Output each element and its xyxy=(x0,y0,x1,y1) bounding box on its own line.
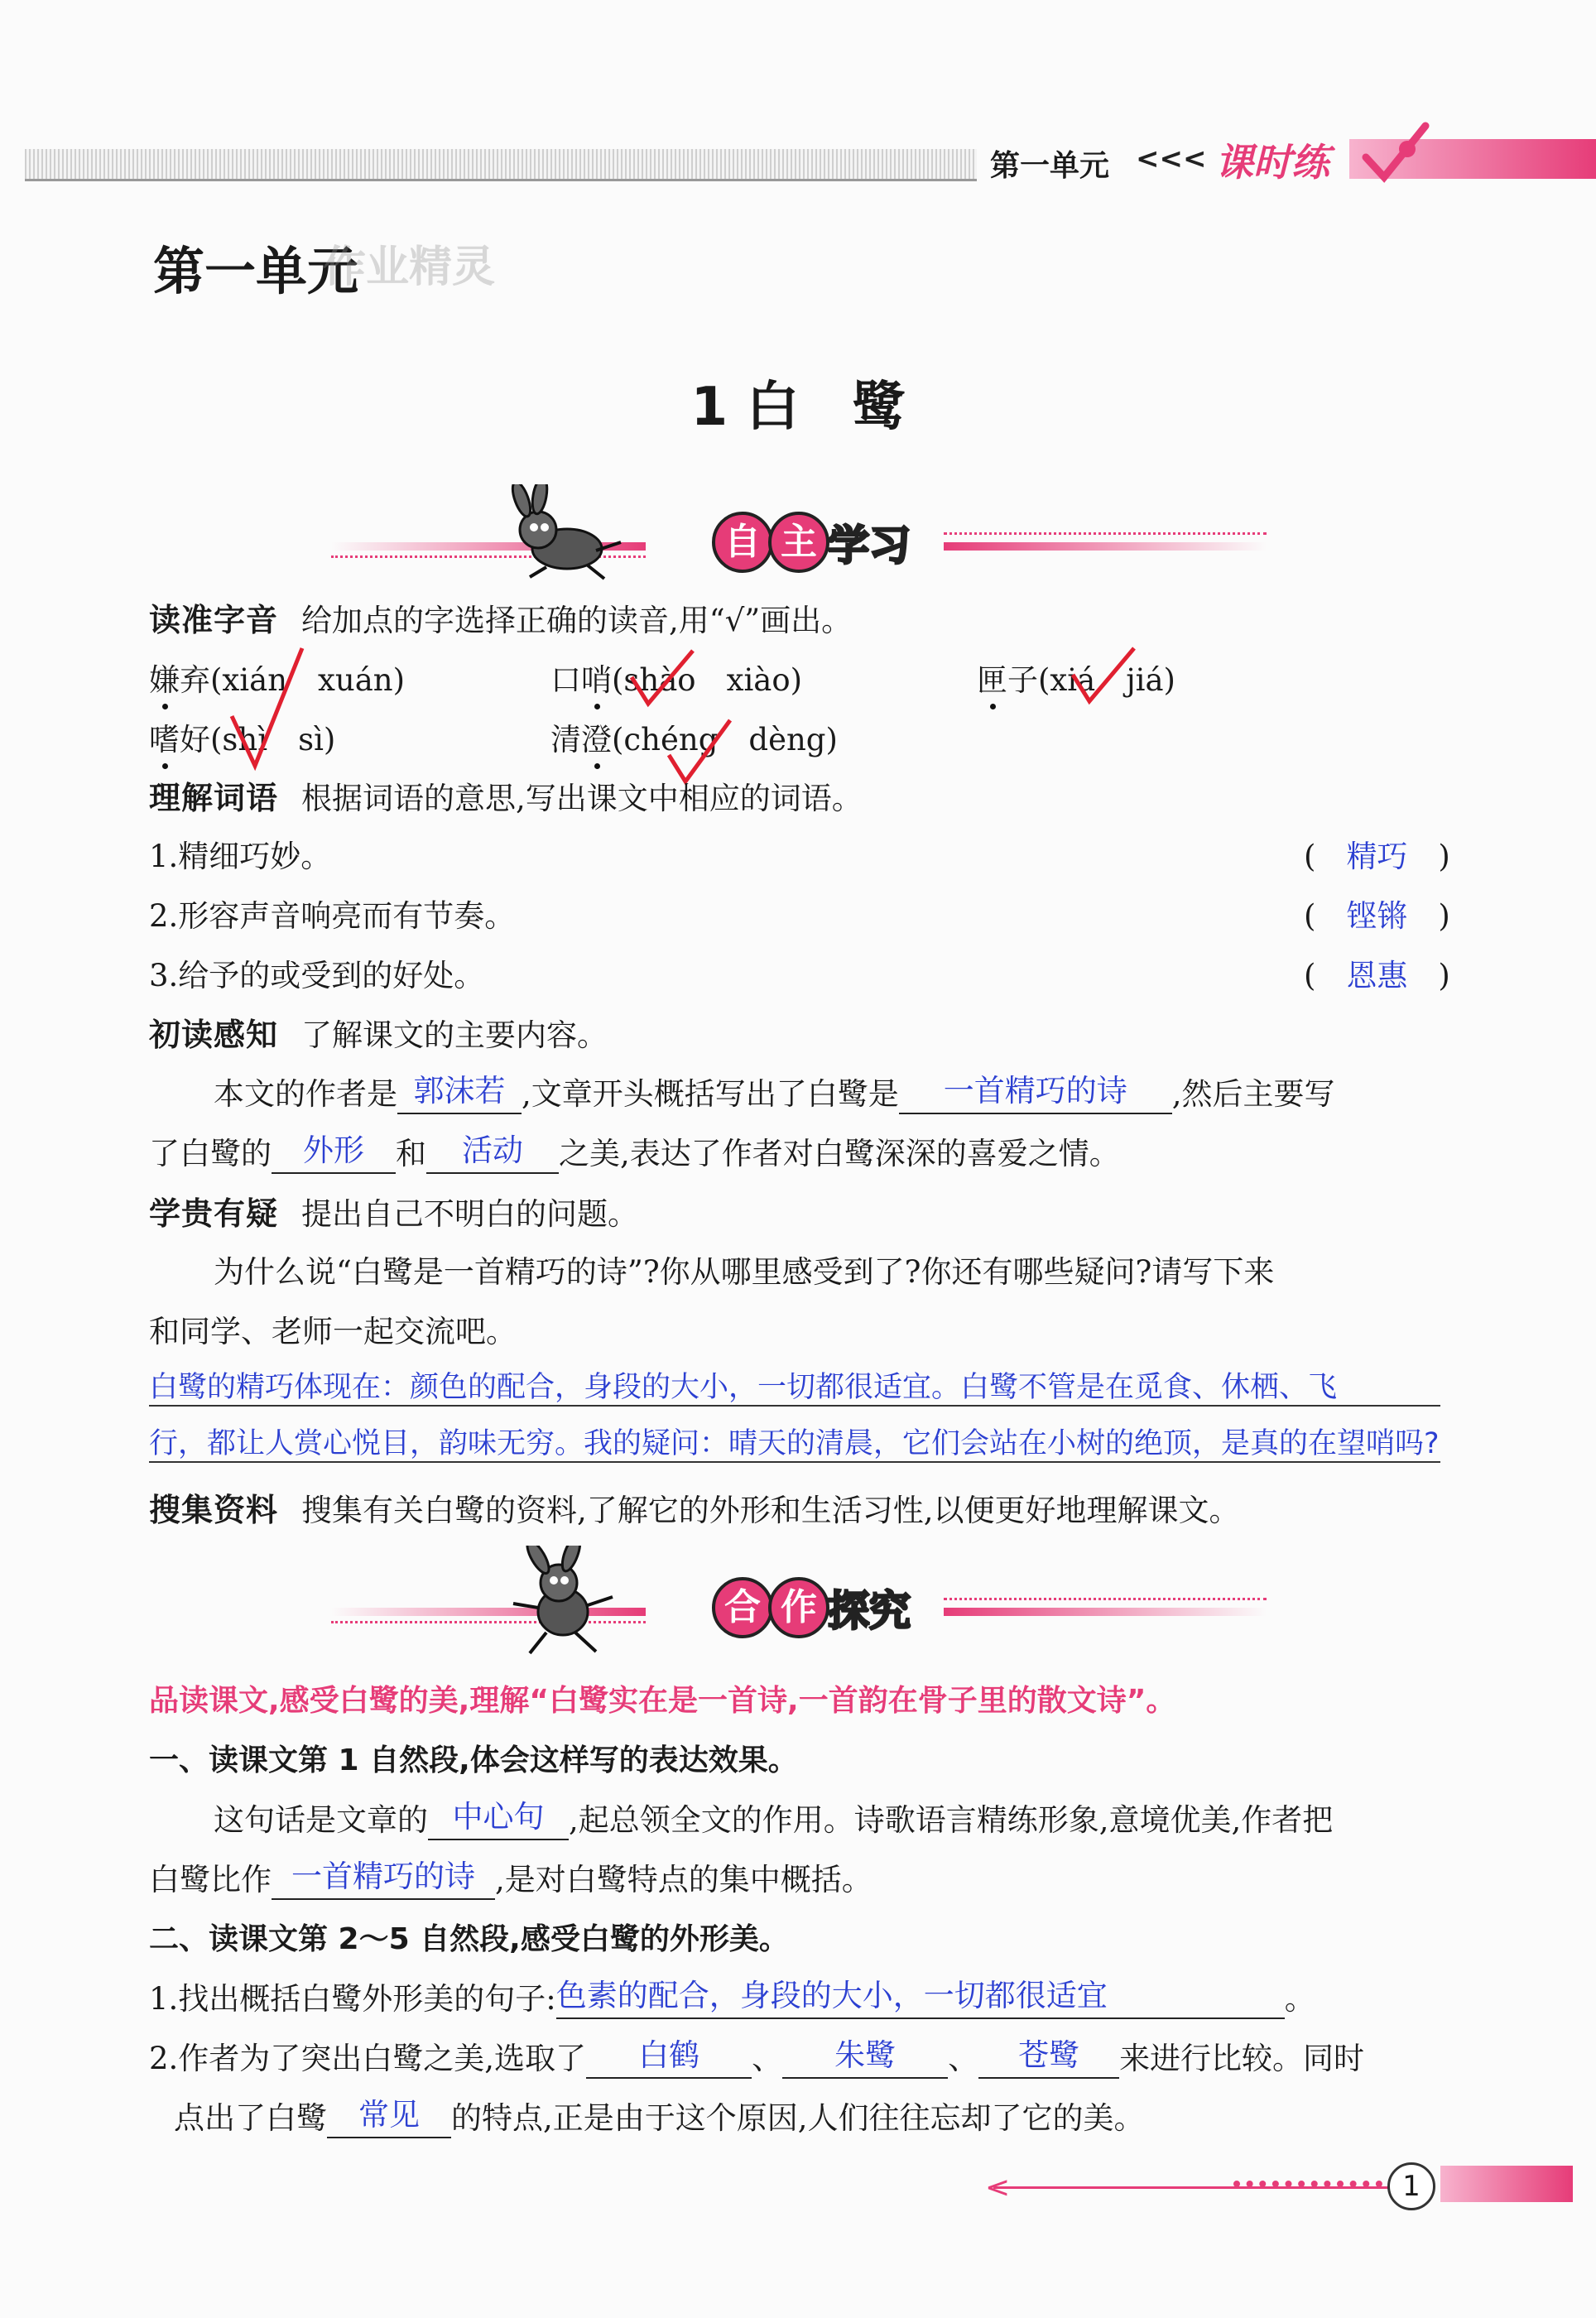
banner-dots-right xyxy=(944,532,1267,535)
header-brand: 课时练 xyxy=(1215,140,1329,185)
banner-bar-right xyxy=(944,542,1267,551)
explore-section-2-title: 二、读课文第 2～5 自然段,感受白鹭的外形美。 xyxy=(149,1922,789,1956)
reading-line-1: 本文的作者是 郭沫若 ,文章开头概括写出了白鹭是 一首精巧的诗 ,然后主要写 xyxy=(214,1076,1335,1114)
vocab-instruction xyxy=(149,780,863,818)
explore-section-1-line-2: 白鹭比作 一首精巧的诗 ,是对白鹭特点的集中概括。 xyxy=(149,1862,873,1900)
section-banner-cooperation xyxy=(331,1550,1267,1657)
reading-instruction xyxy=(149,1017,608,1055)
banner-text: 学习 xyxy=(828,522,911,570)
answer-activity: 活动 xyxy=(462,1133,523,1168)
answer-metaphor: 一首精巧的诗 xyxy=(291,1859,475,1894)
pinyin-item: 清澄(chéng dèng) xyxy=(550,722,838,757)
answer-poem: 一首精巧的诗 xyxy=(943,1073,1127,1109)
pinyin-item: 嗜好(shì sì) xyxy=(149,722,336,757)
explore-q1: 1.找出概括白鹭外形美的句子:色素的配合，身段的大小，一切都很适宜 。 xyxy=(149,1981,1315,2019)
rabbit-icon xyxy=(497,1546,629,1662)
answer-central-sentence: 中心句 xyxy=(452,1799,545,1835)
question-instruction xyxy=(149,1195,638,1234)
check-mark-icon xyxy=(662,714,737,788)
check-mark-icon xyxy=(224,642,315,774)
banner-bubble-1: 自 xyxy=(712,512,773,573)
reading-instruction-text: 了解课文的主要内容。 xyxy=(301,1017,608,1053)
header-unit-label: 第一单元 xyxy=(990,149,1110,183)
answer-shape: 外形 xyxy=(303,1133,364,1168)
lesson-title: 1 白 鹭 xyxy=(690,377,906,438)
vocab-instruction-text: 根据词语的意思,写出课文中相应的词语。 xyxy=(301,781,863,816)
pinyin-tag: 读准字音 xyxy=(149,602,279,638)
pinyin-item: 匣子(xiá jiá) xyxy=(977,662,1175,698)
banner-bubble-2: 作 xyxy=(768,1577,829,1638)
pinyin-instruction xyxy=(149,602,852,640)
footer-arrow-head: < xyxy=(985,2171,1011,2205)
pinyin-item: 嫌弃(xián xuán) xyxy=(149,662,406,698)
watermark: 作业精灵 xyxy=(323,243,496,292)
vocab-answer: ( 恩惠 ) xyxy=(1304,958,1450,993)
banner-dots-right xyxy=(944,1598,1267,1600)
vocab-tag: 理解词语 xyxy=(149,780,279,816)
question-instruction-text: 提出自己不明白的问题。 xyxy=(301,1196,639,1232)
explore-q2-line-2: 点出了白鹭 常见 的特点,正是由于这个原因,人们往往忘却了它的美。 xyxy=(174,2100,1145,2138)
vocab-item: 1.精细巧妙。 xyxy=(149,839,332,874)
banner-title-self-study xyxy=(687,509,935,575)
answer-author: 郭沫若 xyxy=(413,1073,506,1109)
explore-section-1-line-1: 这句话是文章的 中心句 ,起总领全文的作用。诗歌语言精练形象,意境优美,作者把 xyxy=(214,1802,1333,1840)
collect-tag: 搜集资料 xyxy=(149,1492,279,1528)
check-mark-icon xyxy=(1066,642,1141,708)
banner-bubble-1: 合 xyxy=(712,1577,773,1638)
collect-instruction-text: 搜集有关白鹭的资料,了解它的外形和生活习性,以便更好地理解课文。 xyxy=(301,1493,1240,1528)
banner-title-cooperation xyxy=(687,1575,935,1641)
header-band xyxy=(25,149,1581,179)
reading-line-2: 了白鹭的 外形 和 活动 之美,表达了作者对白鹭深深的喜爱之情。 xyxy=(149,1136,1120,1174)
answer-common: 常见 xyxy=(358,2097,420,2133)
explore-q2-line-1: 2.作者为了突出白鹭之美,选取了 白鹤 、 朱鹭 、 苍鹭 来进行比较。同时 xyxy=(149,2041,1364,2079)
answer-bird-2: 朱鹭 xyxy=(834,2037,897,2073)
answer-bird-3: 苍鹭 xyxy=(1018,2037,1080,2073)
section-banner-self-study xyxy=(331,484,1267,592)
footer-dots xyxy=(1233,2181,1382,2187)
banner-bubble-2: 主 xyxy=(768,512,829,573)
pinyin-instruction-text: 给加点的字选择正确的读音,用“√”画出。 xyxy=(301,603,853,638)
rabbit-icon xyxy=(497,484,629,584)
banner-text: 探究 xyxy=(828,1587,911,1635)
answer-bird-1: 白鹤 xyxy=(638,2037,700,2073)
page-number: 1 xyxy=(1387,2162,1435,2210)
reading-tag: 初读感知 xyxy=(149,1017,279,1053)
explore-intro: 品读课文,感受白鹭的美,理解“白鹭实在是一首诗,一首韵在骨子里的散文诗”。 xyxy=(149,1684,1176,1718)
question-paragraph-2: 和同学、老师一起交流吧。 xyxy=(149,1314,517,1349)
pinyin-item: 口哨(shào xiào) xyxy=(550,662,803,698)
vocab-answer: ( 精巧 ) xyxy=(1304,839,1450,874)
header-chevrons: <<< xyxy=(1136,142,1207,176)
check-mark-icon xyxy=(625,644,699,710)
answer-beauty-sentence: 色素的配合，身段的大小，一切都很适宜 xyxy=(555,1978,1108,2013)
vocab-item: 2.形容声音响亮而有节奏。 xyxy=(149,898,516,934)
header-stripes xyxy=(25,149,977,181)
explore-section-1-title: 一、读课文第 1 自然段,体会这样写的表达效果。 xyxy=(149,1743,798,1777)
handwritten-answer-1: 白鹭的精巧体现在：颜色的配合，身段的大小，一切都很适宜。白鹭不管是在觅食、休栖、飞 xyxy=(149,1370,1440,1407)
brand-check-icon xyxy=(1358,116,1432,190)
vocab-item: 3.给予的或受到的好处。 xyxy=(149,958,485,993)
question-paragraph-1: 为什么说“白鹭是一首精巧的诗”?你从哪里感受到了?你还有哪些疑问?请写下来 xyxy=(214,1254,1275,1290)
footer-pink-bar xyxy=(1440,2166,1573,2202)
question-tag: 学贵有疑 xyxy=(149,1195,279,1232)
handwritten-answer-2: 行，都让人赏心悦目，韵味无穷。我的疑问：晴天的清晨，它们会站在小树的绝顶，是真的在望哨吗? xyxy=(149,1426,1440,1463)
unit-title: 第一单元 xyxy=(153,241,359,301)
banner-bar-right xyxy=(944,1608,1267,1616)
vocab-answer: ( 铿锵 ) xyxy=(1304,898,1450,934)
collect-instruction xyxy=(149,1492,1240,1530)
